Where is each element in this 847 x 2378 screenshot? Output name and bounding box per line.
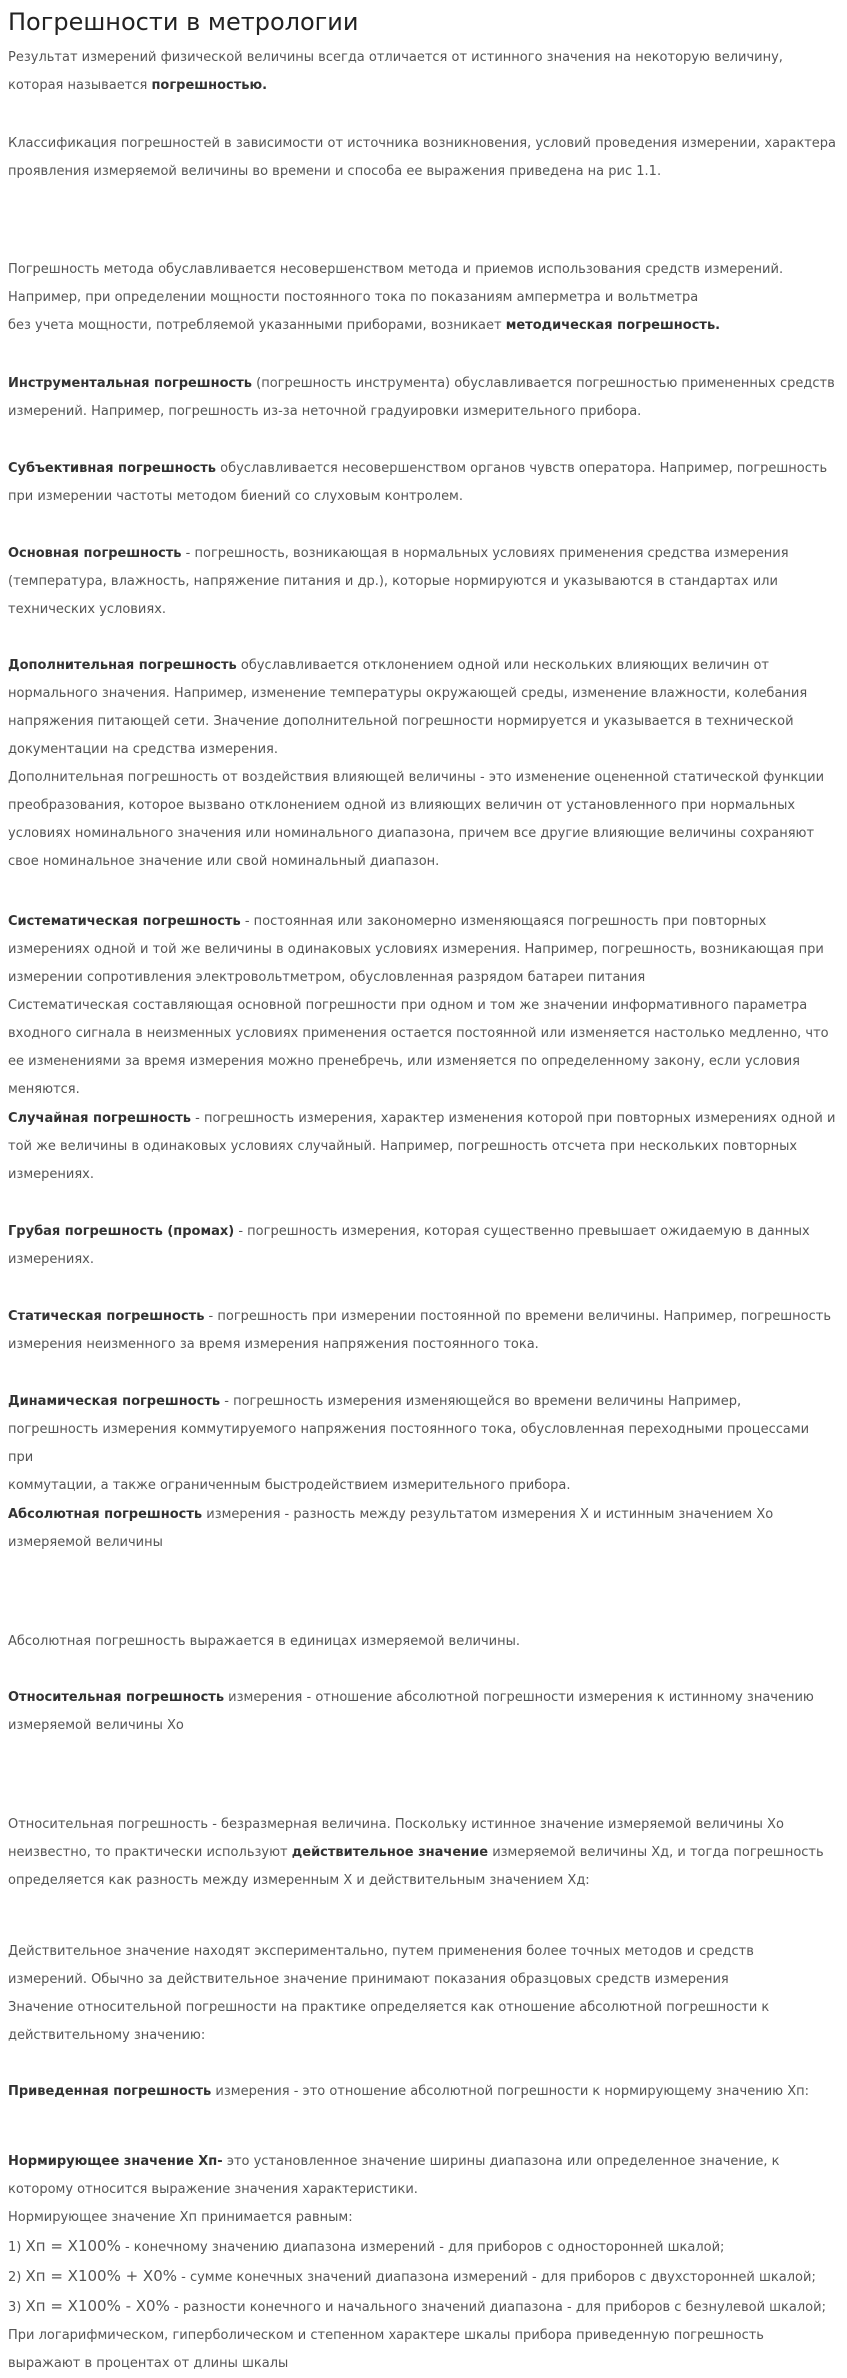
term-bold: Приведенная погрешность — [8, 2084, 212, 2099]
text-run: документации на средства измерения. — [8, 742, 278, 757]
term-bold: Абсолютная погрешность — [8, 1507, 203, 1522]
text-run: - сумме конечных значений диапазона измерений - для приборов с двухсторонней шкалой; — [177, 2270, 816, 2285]
text-run: преобразования, которое вызвано отклонением одной из влияющих величин от установленного при нормальных — [8, 798, 796, 813]
text-run: это установленное значение ширины диапазона или определенное значение, к — [222, 2154, 780, 2169]
text-run: ее изменениями за время измерения можно пренебречь, или изменяется по определенному закону, если условия — [8, 1054, 801, 1069]
text-line — [8, 2148, 838, 2176]
text-line — [8, 1501, 838, 1529]
text-run: При логарифмическом, гиперболическом и степенном характере шкалы прибора приведенную погрешность — [8, 2328, 764, 2343]
text-run: Дополнительная погрешность от воздействия влияющей величины - это изменение оцененной статической функции — [8, 770, 825, 785]
term-bold: Относительная погрешность — [8, 1690, 225, 1705]
text-run: Нормирующее значение Хп принимается равным: — [8, 2210, 353, 2225]
paragraph-dynamic — [8, 1388, 838, 1500]
text-run: без учета мощности, потребляемой указанными приборами, возникает — [8, 318, 506, 333]
text-line — [8, 680, 838, 708]
term-bold: методическая погрешность. — [505, 318, 721, 333]
text-run: 2) — [8, 2270, 26, 2285]
text-line — [8, 312, 838, 340]
text-run: которая называется — [8, 78, 152, 93]
text-run: измерений. Обычно за действительное значение принимают показания образцовых средств измерения — [8, 1972, 729, 1987]
text-line — [8, 1472, 838, 1500]
paragraph-method — [8, 256, 838, 340]
paragraph-normalizing — [8, 2148, 838, 2378]
text-run: Абсолютная погрешность выражается в единицах измеряемой величины. — [8, 1634, 520, 1649]
text-line — [8, 1839, 838, 1867]
text-line — [8, 764, 838, 792]
paragraph-absolute — [8, 1501, 838, 1557]
text-run: измеряемой величины — [8, 1535, 163, 1550]
text-run: Классификация погрешностей в зависимости от источника возникновения, условий проведения измерении, характера — [8, 136, 836, 151]
text-run: измеряемой величины Хо — [8, 1718, 184, 1733]
text-run: - погрешность, возникающая в нормальных условиях применения средства измерения — [181, 546, 789, 561]
formula: Хп = Х100% - Х0% — [25, 2297, 170, 2315]
text-line — [8, 256, 838, 284]
text-run: измерения неизменного за время измерения напряжения постоянного тока. — [8, 1337, 539, 1352]
text-run: той же величины в одинаковых условиях случайный. Например, погрешность отсчета при нескольких повторных — [8, 1139, 798, 1154]
text-run: 3) — [8, 2300, 26, 2315]
text-line — [8, 1218, 838, 1246]
paragraph-subj — [8, 455, 838, 511]
text-line — [8, 820, 838, 848]
formula: Хп = Х100% + Х0% — [25, 2267, 178, 2285]
text-run: меняются. — [8, 1082, 80, 1097]
text-line — [8, 1811, 838, 1839]
text-line — [8, 1048, 838, 1076]
text-line — [8, 1529, 838, 1557]
text-line — [8, 158, 838, 186]
paragraph-classif — [8, 130, 838, 186]
text-run: измерениях. — [8, 1167, 95, 1182]
text-run: измерений. Например, погрешность из-за неточной градуировки измерительного прибора. — [8, 404, 642, 419]
text-line — [8, 1133, 838, 1161]
paragraph-basic — [8, 540, 838, 624]
term-bold: действительное значение — [291, 1845, 489, 1860]
text-line — [8, 1105, 838, 1133]
text-run: измерения - отношение абсолютной погрешности измерения к истинному значению — [224, 1690, 814, 1705]
text-run: коммутации, а также ограниченным быстродействием измерительного прибора. — [8, 1478, 571, 1493]
text-run: Результат измерений физической величины всегда отличается от истинного значения на некоторую величину, — [8, 50, 783, 65]
text-line — [8, 398, 838, 426]
term-bold: Грубая погрешность (промах) — [8, 1224, 235, 1239]
text-run: проявления измеряемой величины во времени и способа ее выражения приведена на рис 1.1. — [8, 164, 662, 179]
text-run: - конечному значению диапазона измерений - для приборов с односторонней шкалой; — [120, 2240, 725, 2255]
text-line — [8, 908, 838, 936]
paragraph-actual — [8, 1938, 838, 2050]
paragraph-instr — [8, 370, 838, 426]
formula: Хп = Х100% — [25, 2237, 121, 2255]
text-line — [8, 1388, 838, 1416]
paragraph-additional — [8, 652, 838, 876]
text-run: (температура, влажность, напряжение питания и др.), которые нормируются и указываются в стандартах или — [8, 574, 778, 589]
paragraph-absolute2 — [8, 1628, 838, 1656]
text-line — [8, 284, 838, 312]
term-bold: Систематическая погрешность — [8, 914, 241, 929]
text-run: измерениях. — [8, 1252, 95, 1267]
paragraph-relative — [8, 1684, 838, 1740]
text-run: при измерении частоты методом биений со слуховым контролем. — [8, 489, 463, 504]
text-run: которому относится выражение значения характеристики. — [8, 2182, 418, 2197]
paragraph-random — [8, 1105, 838, 1189]
text-line — [8, 540, 838, 568]
text-run: входного сигнала в неизменных условиях применения остается постоянной или изменяется настолько медленно, что — [8, 1026, 829, 1041]
text-line — [8, 2292, 838, 2322]
text-line — [8, 1628, 838, 1656]
text-run: - погрешность при измерении постоянной по времени величины. Например, погрешность — [204, 1309, 832, 1324]
text-line — [8, 1161, 838, 1189]
text-line — [8, 370, 838, 398]
text-line — [8, 2078, 838, 2106]
term-bold: Основная погрешность — [8, 546, 182, 561]
text-run: технических условиях. — [8, 602, 167, 617]
term-bold: Случайная погрешность — [8, 1111, 191, 1126]
paragraph-systematic — [8, 908, 838, 1104]
text-run: условиях номинального значения или номинального диапазона, причем все другие влияющие величины сохраняют — [8, 826, 815, 841]
text-line — [8, 483, 838, 511]
term-bold: Динамическая погрешность — [8, 1394, 221, 1409]
text-run: Систематическая составляющая основной погрешности при одном и том же значении информативного параметра — [8, 998, 808, 1013]
text-line — [8, 1867, 838, 1895]
text-line — [8, 596, 838, 624]
text-line — [8, 708, 838, 736]
text-run: 1) — [8, 2240, 26, 2255]
text-run: Значение относительной погрешности на практике определяется как отношение абсолютной погрешности к — [8, 2000, 770, 2015]
text-line — [8, 652, 838, 680]
text-line — [8, 2204, 838, 2232]
text-line — [8, 1076, 838, 1104]
text-run: Действительное значение находят экспериментально, путем применения более точных методов и средств — [8, 1944, 754, 1959]
text-run: неизвестно, то практически используют — [8, 1845, 292, 1860]
text-run: Относительная погрешность - безразмерная величина. Поскольку истинное значение измеряемой величины Хо — [8, 1817, 784, 1832]
term-bold: Дополнительная погрешность — [8, 658, 237, 673]
paragraph-gross — [8, 1218, 838, 1274]
term-bold: Субъективная погрешность — [8, 461, 217, 476]
text-run: (погрешность инструмента) обуславливается погрешностью примененных средств — [252, 376, 835, 391]
text-line — [8, 736, 838, 764]
text-line — [8, 44, 838, 72]
text-run: - погрешность измерения, характер изменения которой при повторных измерениях одной и — [190, 1111, 836, 1126]
text-line — [8, 2022, 838, 2050]
paragraph-static — [8, 1303, 838, 1359]
text-line — [8, 455, 838, 483]
text-run: свое номинальное значение или свой номинальный диапазон. — [8, 854, 440, 869]
text-line — [8, 1020, 838, 1048]
text-line — [8, 1303, 838, 1331]
page-title: Погрешности в метрологии — [8, 8, 359, 36]
text-run: - погрешность измерения, которая существенно превышает ожидаемую в данных — [234, 1224, 810, 1239]
text-line — [8, 992, 838, 1020]
text-line — [8, 2322, 838, 2350]
text-run: - разности конечного и начального значений диапазона - для приборов с безнулевой шкалой; — [169, 2300, 826, 2315]
text-run: определяется как разность между измеренным Х и действительным значением Хд: — [8, 1873, 590, 1888]
text-run: измерения - это отношение абсолютной погрешности к нормирующему значению Хп: — [211, 2084, 810, 2099]
text-run: измерения - разность между результатом измерения Х и истинным значением Хо — [202, 1507, 774, 1522]
text-line — [8, 1938, 838, 1966]
text-line — [8, 1712, 838, 1740]
text-line — [8, 792, 838, 820]
text-run: измеряемой величины Хд, и тогда погрешность — [488, 1845, 824, 1860]
text-run: напряжения питающей сети. Значение дополнительной погрешности нормируется и указывается в технической — [8, 714, 794, 729]
text-run: - постоянная или закономерно изменяющаяся погрешность при повторных — [240, 914, 767, 929]
term-bold: погрешностью. — [151, 78, 268, 93]
paragraph-reduced — [8, 2078, 838, 2106]
text-run: - погрешность измерения изменяющейся во времени величины Например, — [220, 1394, 742, 1409]
text-line — [8, 2262, 838, 2292]
text-line — [8, 130, 838, 158]
text-line — [8, 936, 838, 964]
text-line — [8, 1331, 838, 1359]
term-bold: Нормирующее значение Хп- — [8, 2154, 223, 2169]
text-line — [8, 964, 838, 992]
text-run: действительному значению: — [8, 2028, 206, 2043]
paragraph-relative2 — [8, 1811, 838, 1895]
paragraph-intro — [8, 44, 838, 100]
text-line — [8, 2176, 838, 2204]
text-line — [8, 2232, 838, 2262]
text-line — [8, 1416, 838, 1472]
text-line — [8, 1966, 838, 1994]
text-run: измерении сопротивления электровольтметром, обусловленная разрядом батареи питания — [8, 970, 646, 985]
text-run: Погрешность метода обуславливается несовершенством метода и приемов использования средств измерений. — [8, 262, 784, 277]
text-line — [8, 568, 838, 596]
text-run: обуславливается отклонением одной или нескольких влияющих величин от — [236, 658, 769, 673]
text-line — [8, 848, 838, 876]
term-bold: Статическая погрешность — [8, 1309, 205, 1324]
text-run: Например, при определении мощности постоянного тока по показаниям амперметра и вольтметра — [8, 290, 699, 305]
text-line — [8, 1994, 838, 2022]
text-run: нормального значения. Например, изменение температуры окружающей среды, изменение влажности, колебания — [8, 686, 808, 701]
text-run: измерениях одной и той же величины в одинаковых условиях измерения. Например, погрешность, возникающая при — [8, 942, 824, 957]
text-run: выражают в процентах от длины шкалы — [8, 2356, 289, 2371]
term-bold: Инструментальная погрешность — [8, 376, 252, 391]
text-line — [8, 1246, 838, 1274]
text-run: погрешность измерения коммутируемого напряжения постоянного тока, обусловленная переходными процессами при — [8, 1422, 810, 1465]
text-line — [8, 1684, 838, 1712]
text-run: обуславливается несовершенством органов чувств оператора. Например, погрешность — [216, 461, 828, 476]
text-line — [8, 72, 838, 100]
